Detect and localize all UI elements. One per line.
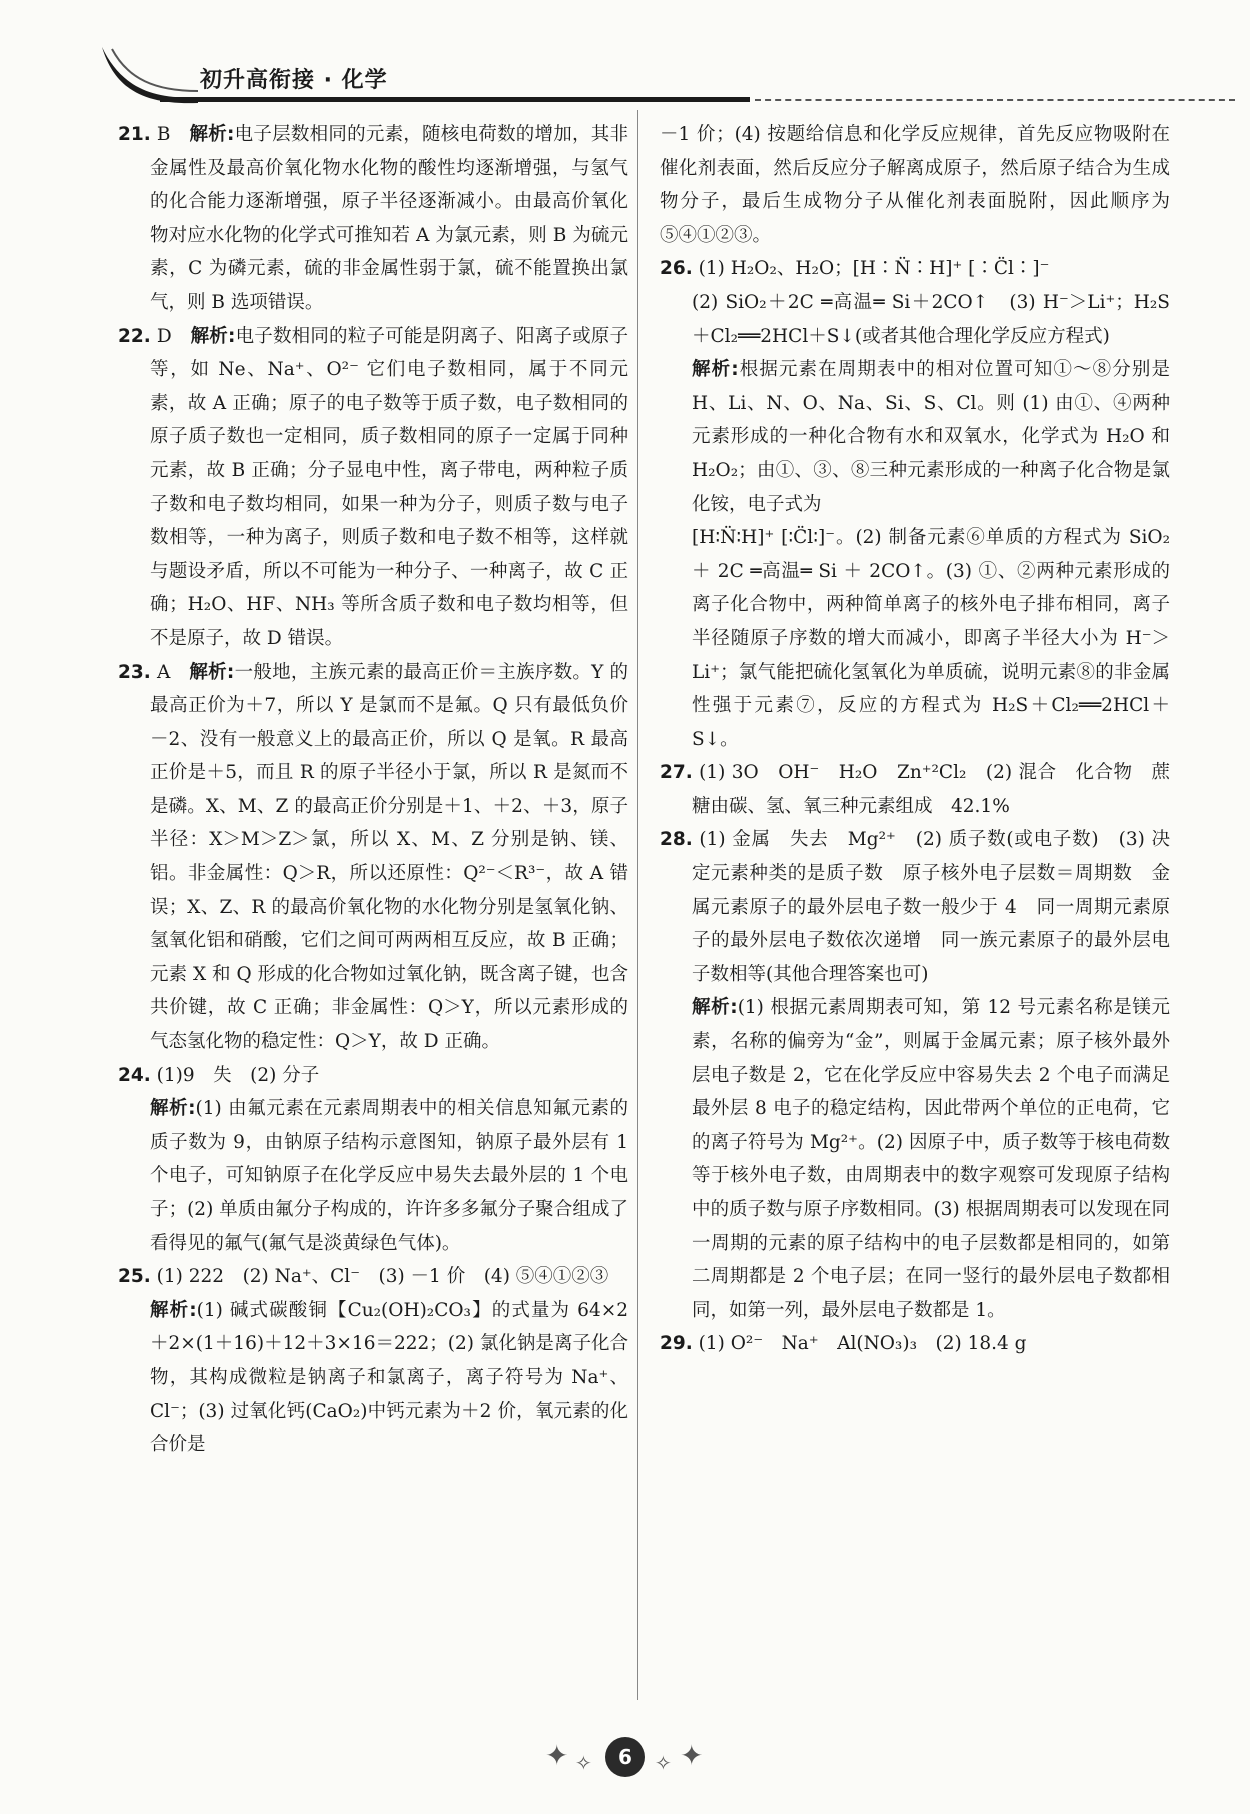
analysis-text: (1) 根据元素周期表可知，第 12 号元素名称是镁元素，名称的偏旁为“金”，则属于金属元素；原子核外最外层电子数是 2，它在化学反应中容易失去 2 个电子而满足最外层 8 电子的稳定结构，因此带两个单位的正电荷，它的离子符号为 Mg²⁺。(2) 因原子中，质子数等于核电荷数等于核外电子数，由周期表中的数字观察可发现原子结构中的质子数与原子序数相同。(3) 根据周期表可以发现在同一周期的元素的原子结构中的电子层数都是相同的，如第二周期都是 2 个电子层；在同一竖行的最外层电子数都相同，如第一列，最外层电子数都是 1。: [692, 997, 1171, 1321]
question-number: 23.: [118, 661, 151, 683]
question-26-analysis: [660, 353, 1170, 521]
analysis-text: 一般地，主族元素的最高正价＝主族序数。Y 的最高正价为＋7，所以 Y 是氯而不是氟。Q 只有最低负价－2、没有一般意义上的最高正价，所以 Q 是氧。R 最高正价是＋5，而且 R 的原子半径小于氯，所以 R 是氮而不是磷。X、M、Z 的最高正价分别是＋1、＋2、＋3，原子半径：X＞M＞Z＞氯，所以 X、M、Z 分别是钠、镁、铝。非金属性：Q＞R，所以还原性：Q²⁻＜R³⁻，故 A 错误；X、Z、R 的最高价氧化物的水化物分别是氢氧化钠、氢氧化铝和硝酸，它们之间可两两相互反应，故 B 正确；元素 X 和 Q 形成的化合物如过氧化钠，既含离子键，也含共价键，故 C 正确；非金属性：Q＞Y，所以元素形成的气态氢化物的稳定性：Q＞Y，故 D 正确。: [150, 661, 628, 1053]
analysis-text: (1) 碱式碳酸铜【Cu₂(OH)₂CO₃】的式量为 64×2＋2×(1＋16)＋12＋3×16＝222；(2) 氯化钠是离子化合物，其构成微粒是钠离子和氯离子，离子符号为 Na⁺、Cl⁻；(3) 过氧化钙(CaO₂)中钙元素为＋2 价，氧元素的化合价是: [150, 1299, 628, 1456]
right-column: [660, 118, 1170, 1361]
question-28: [660, 823, 1170, 991]
question-number: 22.: [118, 325, 151, 347]
analysis-text: 电子数相同的粒子可能是阴离子、阳离子或原子等，如 Ne、Na⁺、O²⁻ 它们电子数相同，属于不同元素，故 A 正确；原子的电子数等于质子数，电子数相同的原子质子数也一定相同，质子数相同的原子一定属于同种元素，故 B 正确；分子显电中性，离子带电，两种粒子质子数和电子数均相同，如果一种为分子，则质子数与电子数相等，一种为离子，则质子数和电子数不相等，这样就与题设矛盾，所以不可能为一种分子、一种离子，故 C 正确；H₂O、HF、NH₃ 等所含质子数和电子数均相等，但不是原子，故 D 错误。: [150, 325, 628, 649]
question-26-answer-2: (2) SiO₂＋2C ═高温═ Si＋2CO↑ (3) H⁻＞Li⁺；H₂S＋Cl₂══2HCl＋S↓(或者其他合理化学反应方程式): [692, 291, 1170, 347]
left-column: [118, 118, 628, 1462]
star-icon: ✧: [575, 1751, 592, 1775]
answer: A: [156, 661, 171, 683]
answer: B: [156, 124, 171, 145]
star-icon: ✧: [655, 1751, 672, 1775]
question-number: 21.: [118, 124, 151, 145]
question-number: 26.: [660, 258, 693, 280]
star-icon: ✦: [680, 1739, 704, 1772]
analysis-text: 根据元素在周期表中的相对位置可知①～⑧分别是 H、Li、N、O、Na、Si、S、Cl。则 (1) 由①、④两种元素形成的一种化合物有水和双氧水，化学式为 H₂O 和 H₂O₂；由①、③、⑧三种元素形成的一种离子化合物是氯化铵，电子式为: [692, 359, 1170, 515]
answer: (1) 金属 失去 Mg²⁺ (2) 质子数(或电子数) (3) 决定元素种类的是质子数 原子核外电子层数＝周期数 金属元素原子的最外层电子数一般少于 4 同一周期元素原子的最外层电子数依次递增 同一族元素原子的最外层电子数相等(其他合理答案也可): [692, 829, 1170, 985]
answer: D: [156, 325, 172, 347]
question-29: [660, 1327, 1170, 1361]
header-dashed-rule: [755, 99, 1235, 101]
question-21: [118, 118, 628, 320]
analysis-text: (1) 由氟元素在元素周期表中的相关信息知氟元素的质子数为 9，由钠原子结构示意图知，钠原子最外层有 1 个电子，可知钠原子在化学反应中易失去最外层的 1 个电子；(2) 单质由氟分子构成的，许许多多氟分子聚合组成了看得见的氟气(氟气是淡黄绿色气体)。: [150, 1098, 628, 1254]
page-number: 6: [605, 1737, 645, 1777]
question-number: 25.: [118, 1266, 151, 1288]
question-24: [118, 1059, 628, 1093]
header-swoosh-icon: [100, 45, 200, 105]
analysis-text: 电子层数相同的元素，随核电荷数的增加，其非金属性及最高价氧化物水化物的酸性均逐渐增强，与氢气的化合能力逐渐增强，原子半径逐渐减小。由最高价氧化物对应水化物的化学式可推知若 A 为氯元素，则 B 为硫元素，C 为磷元素，硫的非金属性弱于氯，硫不能置换出氯气，则 B 选项错误。: [150, 124, 628, 313]
analysis-label: 解析:: [692, 997, 738, 1019]
question-25: [118, 1260, 628, 1294]
question-number: 27.: [660, 762, 693, 784]
question-27: [660, 756, 1170, 823]
question-25-analysis: [118, 1294, 628, 1462]
header-title: 初升高衔接 · 化学: [200, 68, 388, 93]
page-footer: [0, 1725, 1250, 1805]
analysis-label: 解析:: [150, 1098, 196, 1120]
analysis-label: 解析:: [189, 661, 235, 683]
question-26: [660, 252, 1170, 286]
answer-line-1: (1) H₂O₂、H₂O；[H∶N̈∶H]⁺ [∶C̈l∶]⁻: [698, 258, 1050, 280]
header-rule: [160, 97, 750, 102]
analysis-label: 解析:: [189, 124, 235, 145]
analysis-label: 解析:: [190, 325, 236, 347]
answer: (1) 222 (2) Na⁺、Cl⁻ (3) －1 价 (4) ⑤④①②③: [156, 1266, 609, 1288]
star-icon: ✦: [545, 1739, 569, 1772]
question-25-continued: －1 价；(4) 按题给信息和化学反应规律，首先反应物吸附在催化剂表面，然后反应分子解离成原子，然后原子结合为生成物分子，最后生成物分子从催化剂表面脱附，因此顺序为⑤④①②③。: [660, 124, 1170, 246]
question-number: 29.: [660, 1333, 693, 1355]
question-28-analysis: [660, 991, 1170, 1327]
column-divider: [637, 110, 638, 1700]
analysis-label: 解析:: [150, 1299, 197, 1321]
question-number: 28.: [660, 829, 693, 851]
page-header: [100, 45, 1240, 105]
answer: (1)9 失 (2) 分子: [156, 1064, 320, 1086]
question-24-analysis: [118, 1092, 628, 1260]
analysis-label: 解析:: [692, 359, 739, 381]
question-23: [118, 656, 628, 1059]
answer: (1) O²⁻ Na⁺ Al(NO₃)₃ (2) 18.4 g: [698, 1333, 1027, 1355]
question-22: [118, 320, 628, 656]
question-26-analysis-2: [H∶N̈∶H]⁺ [∶C̈l∶]⁻。(2) 制备元素⑥单质的方程式为 SiO₂ ＋ 2C ═高温═ Si ＋ 2CO↑。(3) ①、②两种元素形成的离子化合物中，两种简单离子的核外电子排布相同，离子半径随原子序数的增大而减小，即离子半径大小为 H⁻＞Li⁺；氯气能把硫化氢氧化为单质硫，说明元素⑧的非金属性强于元素⑦，反应的方程式为 H₂S＋Cl₂══2HCl＋S↓。: [692, 527, 1170, 750]
answer: (1) 3O OH⁻ H₂O Zn⁺²Cl₂ (2) 混合 化合物 蔗糖由碳、氢、氧三种元素组成 42.1%: [692, 762, 1170, 817]
question-number: 24.: [118, 1064, 151, 1086]
